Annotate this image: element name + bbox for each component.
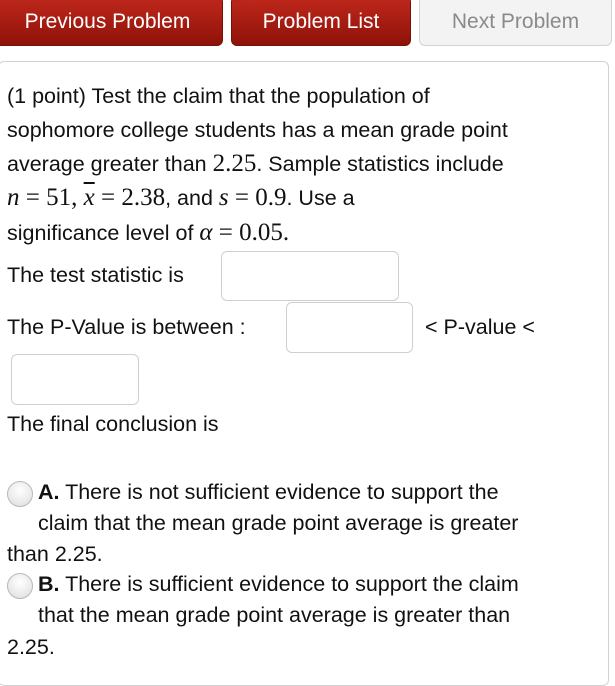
xbar-symbol: $\overline{x}$ [83,184,95,211]
option-b-line-2: that the mean grade point average is greater than [38,603,511,627]
option-b-line-3: 2.25. [7,635,55,659]
problem-text: . Use a [286,186,355,210]
sample-size: 51 [46,184,72,211]
period: . [282,219,290,246]
conclusion-label: The final conclusion is [7,412,219,436]
alpha-symbol: α [199,219,213,246]
equals-sign: = [228,184,256,211]
option-b-line-1 [38,571,519,597]
problem-line-3 [7,151,504,177]
problem-text: , and [165,186,219,210]
problem-line-5 [7,220,289,246]
problem-text: significance level of [7,221,200,245]
option-b-letter: B. [38,572,60,596]
next-problem-button[interactable]: Next Problem [419,0,612,46]
claimed-mean: 2.25 [212,150,257,177]
option-a-text: There is not sufficient evidence to support the [65,480,499,504]
comma: , [71,184,84,211]
problem-line-4 [7,185,355,211]
previous-problem-button[interactable]: Previous Problem [0,0,223,46]
problem-list-button[interactable]: Problem List [231,0,411,46]
option-a-radio[interactable] [7,481,33,507]
significance-level: 0.05 [239,219,283,246]
pvalue-upper-input[interactable] [11,354,139,405]
pvalue-label: The P-Value is between : [7,315,246,339]
equals-sign: = [212,219,240,246]
s-symbol: s [218,184,229,211]
option-a-line-1 [38,479,499,505]
test-statistic-label: The test statistic is [7,263,184,287]
test-statistic-input[interactable] [221,251,399,301]
problem-text: . Sample statistics include [256,152,504,176]
problem-line-2: sophomore college students has a mean grade point [7,118,508,142]
option-a-line-3: than 2.25. [7,542,103,566]
pvalue-suffix: < P-value < [425,315,535,339]
option-b-radio[interactable] [7,573,33,599]
equals-sign: = [19,184,47,211]
option-a-letter: A. [38,480,60,504]
pvalue-lower-input[interactable] [286,302,413,353]
problem-navigation [0,0,615,48]
problem-line-1: (1 point) Test the claim that the population of [7,84,430,108]
sample-mean: 2.38 [121,184,166,211]
equals-sign: = [94,184,122,211]
option-a-line-2: claim that the mean grade point average is greater [38,511,519,535]
n-symbol: n [7,184,20,211]
problem-text: average greater than [7,152,213,176]
option-b-text: There is sufficient evidence to support the claim [65,572,519,596]
sample-sd: 0.9 [255,184,287,211]
